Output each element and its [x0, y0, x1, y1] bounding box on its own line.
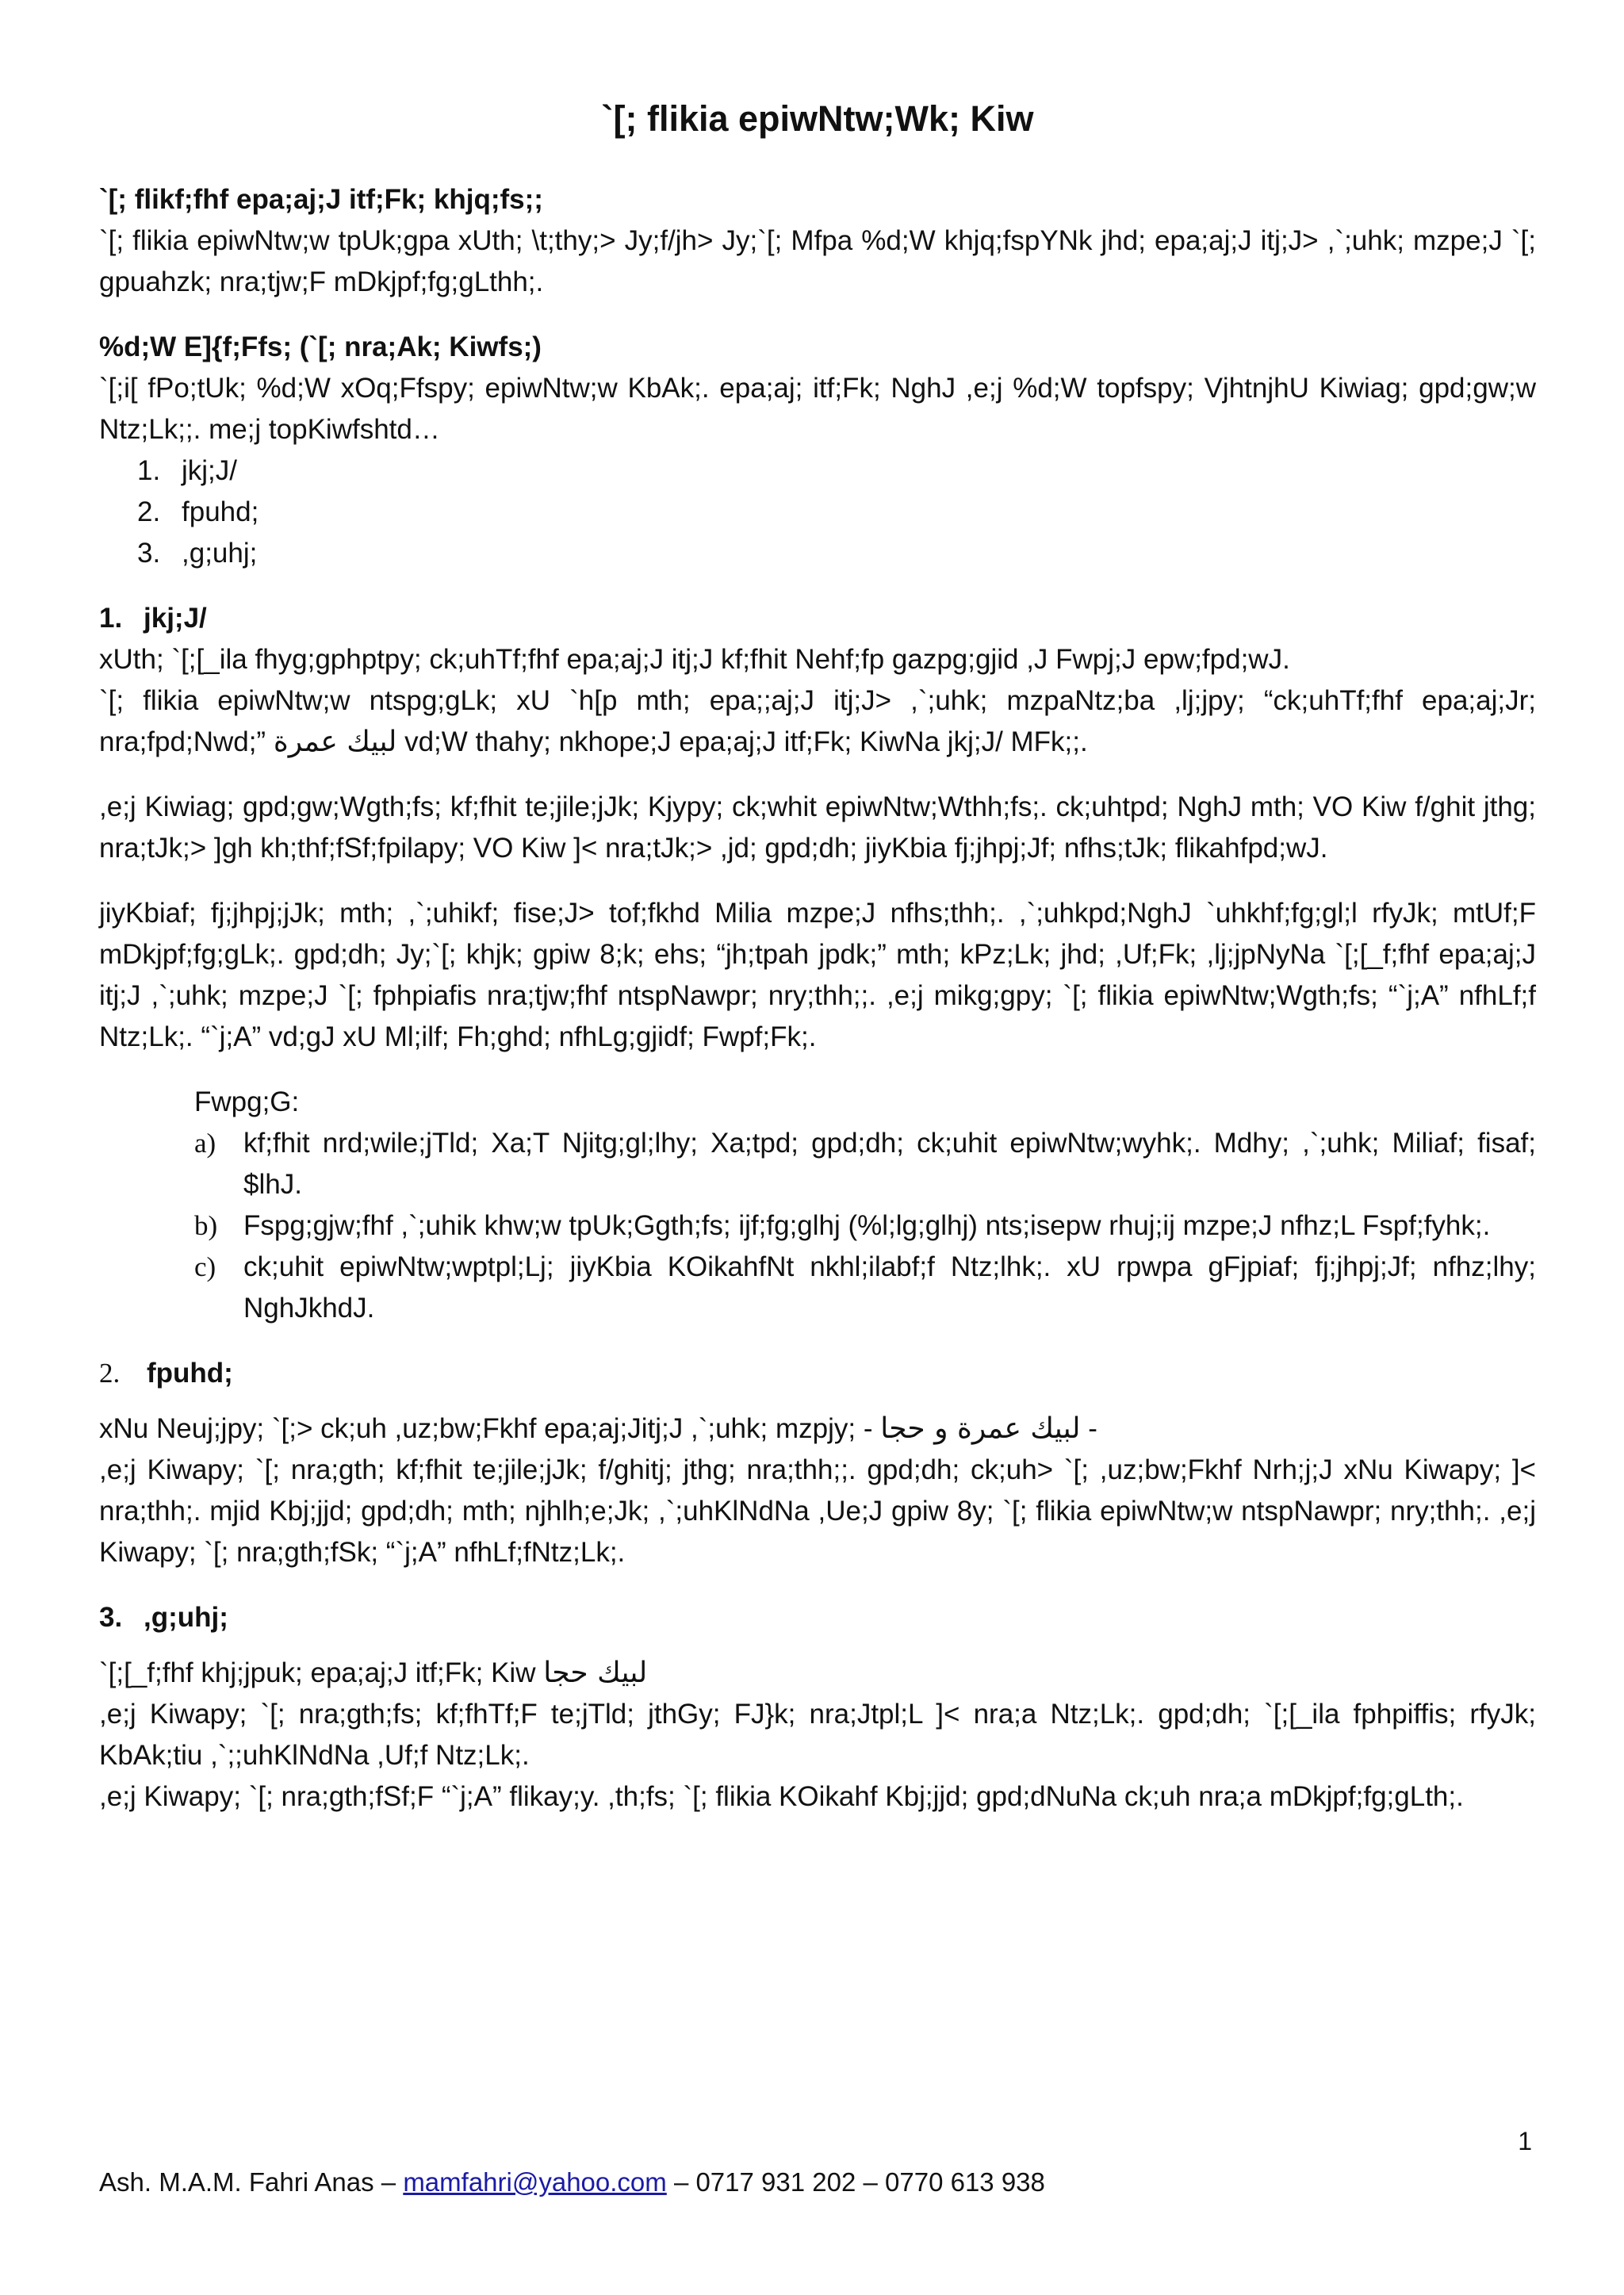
notes-block: [194, 1082, 1536, 1329]
subsection-heading-qiran: 2. fpuhd;: [99, 1358, 233, 1389]
document-body: [99, 94, 1536, 1818]
footer-phones: – 0717 931 202 – 0770 613 938: [673, 2167, 1045, 2197]
qiran-paragraph: ,e;j Kiwapy; `[; nra;gth; kf;fhit te;jile;jJk; f/ghitj; jthg; nra;thh;;. gpd;dh; ck;uh> `[; ,uz;bw;Fkhf Nrh;j;J xNu Kiwapy; ]< nra;thh;. mjid Kbj;jjd; gpd;dh; mth; njhlh;e;Jk; ,`;uhKlNdNa ,Ue;J gpiw 8y; `[; flikia epiwNtw;w ntspNawpr; nry;thh;. ,e;j Kiwapy; `[; nra;gth;fSk; “`j;A” nfhLf;fNtz;Lk;.: [99, 1454, 1536, 1568]
ifrad-paragraph-1: ,e;j Kiwapy; `[; nra;gth;fs; kf;fhTf;F te;jTld; jthGy; FJ}k; nra;Jtpl;L ]< nra;a Ntz;Lk;. gpd;dh; `[;[_ila fphpiffis; rfyJk; KbAk;tiu ,`;;uhKlNdNa ,Uf;f Ntz;Lk;.: [99, 1699, 1536, 1771]
tamattu-line-2: `[; flikia epiwNtw;w ntspg;gLk; xU `h[p mth; epa;;aj;J itj;J> ,`;uhk; mzpaNtz;ba ,lj;jpy; “ck;uhTf;fhf epa;aj;Jr; nra;fpd;Nwd;” لبيك عمرة vd;W thahy; nkhope;J epa;aj;J itf;Fk; KiwNa jkj;J/ MFk;;.: [99, 685, 1536, 758]
section-heading-months: `[; flikf;fhf epa;aj;J itf;Fk; khjq;fs;;: [99, 184, 543, 215]
subsection-heading-ifrad: 3. ,g;uhj;: [99, 1602, 228, 1633]
section-paragraph-three-methods: `[;i[ fPo;tUk; %d;W xOq;Ffspy; epiwNtw;w KbAk;. epa;aj; itf;Fk; NghJ ,e;j %d;W topfspy; VjhtnjhU Kiwiag; gpd;gw;w Ntz;Lk;;. me;j topKiwfshtd…: [99, 373, 1536, 445]
page-number: 1: [1518, 2127, 1532, 2155]
qiran-line-1: xNu Neuj;jpy; `[;> ck;uh ,uz;bw;Fkhf epa;aj;Jitj;J ,`;uhk; mzpjy; - لبيك عمرة و حجا -: [99, 1412, 1097, 1445]
ifrad-line-1: `[;[_f;fhf khj;jpuk; epa;aj;J itf;Fk; Kiw لبيك حجا: [99, 1657, 648, 1689]
note-item: b) Fspg;gjw;fhf ,`;uhik khw;w tpUk;Ggth;fs; ijf;fg;glhj (%l;lg;glhj) nts;isepw rhuj;ij mzpe;J nfhz;L Fspf;fyhk;.: [194, 1210, 1491, 1241]
tamattu-paragraph-3: jiyKbiaf; fj;jhpj;jJk; mth; ,`;uhikf; fise;J> tof;fkhd Milia mzpe;J nfhs;thh;. ,`;uhkpd;NghJ `uhkhf;fg;gl;l rfyJk; mtUf;F mDkjpf;fg;gLk;. gpd;dh; Jy;`[; khjk; gpiw 8;k; ehs; “jh;tpah jpdk;” mth; kPz;Lk; jhd; ,Uf;Fk; ,lj;jpNyNa `[;[_f;fhf epa;aj;J itj;J ,`;uhk; mzpe;J `[; fphpiafis nra;tjw;fhf ntspNawpr; nry;thh;;. ,e;j mikg;gpy; `[; flikia epiwNtw;Wgth;fs; “`j;A” nfhLf;f Ntz;Lk;. “`j;A” vd;gJ xU Ml;ilf; Fh;ghd; nfhLg;gjidf; Fwpf;Fk;.: [99, 898, 1536, 1052]
page-footer: [99, 2167, 1045, 2197]
footer-email-link[interactable]: mamfahri@yahoo.com: [403, 2167, 667, 2197]
arabic-talbiyah-umrah-hajj: لبيك عمرة و حجا: [880, 1412, 1081, 1445]
list-item: 1. jkj;J/: [137, 455, 237, 486]
tamattu-line-1: xUth; `[;[_ila fhyg;gphptpy; ck;uhTf;fhf epa;aj;J itj;J kf;fhit Nehf;fp gazpg;gjid ,J Fwpj;J epw;fpd;wJ.: [99, 644, 1290, 675]
tamattu-paragraph-2: ,e;j Kiwiag; gpd;gw;Wgth;fs; kf;fhit te;jile;jJk; Kjypy; ck;whit epiwNtw;Wthh;fs;. ck;uhtpd; NghJ mth; VO Kiw f/ghit jthg; nra;tJk;> ]gh kh;thf;fSf;fpilapy; VO Kiw ]< nra;tJk;> ,jd; gpd;dh; jiyKbia fj;jhpj;Jf; nfhs;tJk; flikahfpd;wJ.: [99, 791, 1536, 864]
note-item: a) kf;fhit nrd;wile;jTld; Xa;T Njitg;gl;lhy; Xa;tpd; gpd;dh; ck;uhit epiwNtw;wyhk;. Mdhy; ,`;uhk; Miliaf; fisaf; $lhJ.: [194, 1128, 1536, 1200]
document-title: `[; flikia epiwNtw;Wk; Kiw: [601, 98, 1034, 139]
list-item: 2. fpuhd;: [137, 496, 259, 527]
footer-author: Ash. M.A.M. Fahri Anas –: [99, 2167, 396, 2197]
note-heading: Fwpg;G:: [194, 1086, 300, 1117]
subsection-heading-tamattu: 1. jkj;J/: [99, 603, 207, 634]
methods-list: [99, 450, 1536, 574]
section-heading-three-methods: %d;W E]{f;Ffs; (`[; nra;Ak; Kiwfs;): [99, 331, 542, 362]
section-paragraph-months: `[; flikia epiwNtw;w tpUk;gpa xUth; \t;thy;> Jy;f/jh> Jy;`[; Mfpa %d;W khjq;fspYNk jhd; epa;aj;J itj;J> ,`;uhk; mzpe;J `[; gpuahzk; nra;tjw;F mDkjpf;fg;gLthh;.: [99, 225, 1536, 297]
list-item: 3. ,g;uhj;: [137, 538, 258, 569]
arabic-talbiyah-hajj: لبيك حجا: [543, 1657, 648, 1689]
note-item: c) ck;uhit epiwNtw;wptpl;Lj; jiyKbia KOikahfNt nkhl;ilabf;f Ntz;lhk;. xU rpwpa gFjpiaf; fj;jhpj;Jf; nfhz;lhy; NghJkhdJ.: [194, 1251, 1536, 1324]
arabic-talbiyah-umrah: لبيك عمرة: [273, 726, 397, 758]
ifrad-paragraph-2: ,e;j Kiwapy; `[; nra;gth;fSf;F “`j;A” flikay;y. ,th;fs; `[; flikia KOikahf Kbj;jjd; gpd;dNuNa ck;uh nra;a mDkjpf;fg;gLth;.: [99, 1781, 1464, 1812]
